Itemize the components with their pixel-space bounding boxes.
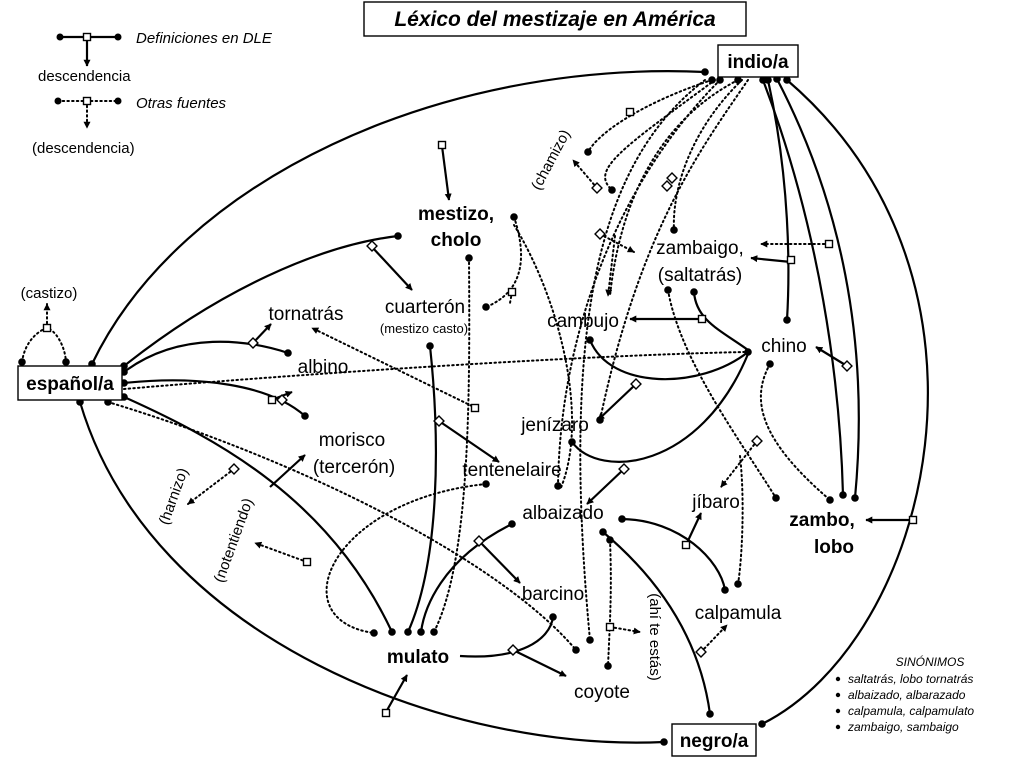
label-zambaigo: zambaigo, <box>656 238 744 259</box>
term-labels <box>21 127 855 703</box>
synonym-item: saltatrás, lobo tornatrás <box>848 672 974 686</box>
label-calpamula: calpamula <box>694 603 782 624</box>
label-barcino: barcino <box>521 584 585 605</box>
legend-solid-sample <box>57 34 122 67</box>
legend-dotted-label: Otras fuentes <box>136 95 227 112</box>
label-tentenelaire: tentenelaire <box>462 460 562 481</box>
arrow-to-morisco <box>270 455 305 487</box>
solid-links <box>80 71 928 742</box>
node-negro[interactable] <box>672 724 756 756</box>
dot-cambujo-zambo <box>668 290 776 498</box>
label-saltatras: (saltatrás) <box>657 265 743 286</box>
label-jenizaro: jenízaro <box>521 415 589 436</box>
arrow-to-mulato <box>386 675 407 712</box>
dot-indio-chamizo-a <box>588 80 712 152</box>
arrow-to-albaizado <box>587 469 624 504</box>
arrow-to-barcino <box>479 541 520 583</box>
link-jenizaro-chino <box>572 354 748 462</box>
dot-chino-zambo <box>761 364 830 500</box>
label-albaizado: albaizado <box>522 503 604 524</box>
arrow-to-jibaro <box>686 513 701 545</box>
label-jibaro: jíbaro <box>692 492 740 513</box>
link-indio-chino <box>768 80 788 320</box>
label-mestizo: mestizo, <box>417 204 495 225</box>
label-chamizo: (chamizo) <box>528 126 574 193</box>
label-indio: indio/a <box>727 52 789 73</box>
label-mulato: mulato <box>386 647 450 668</box>
legend-solid-descendant: descendencia <box>38 68 131 85</box>
dot-arrow-calpamula <box>701 625 727 652</box>
link-albaizado-calpamula <box>622 519 725 590</box>
label-terceron: (tercerón) <box>312 457 396 478</box>
label-albino: albino <box>297 357 349 378</box>
link-albaizado-mulato <box>421 524 512 632</box>
dot-arrow-jibaro <box>721 441 757 487</box>
dot-castizo-loop <box>22 328 66 362</box>
arrow-to-tentenelaire <box>439 421 499 462</box>
legend <box>32 30 273 157</box>
dot-to-calpamula <box>738 456 743 584</box>
label-mestizo-casto: (mestizo casto) <box>379 321 469 336</box>
dot-arrow-notentiendo <box>255 543 307 562</box>
dot-arrow-chamizo <box>573 160 597 188</box>
synonym-item: zambaigo, sambaigo <box>848 720 959 734</box>
link-cuarteron-mulato <box>408 346 436 632</box>
label-espanol: español/a <box>26 374 114 395</box>
dot-ahi-te-estas <box>608 540 611 666</box>
legend-dotted-descendant: (descendencia) <box>32 140 135 157</box>
arrow-to-jenizaro <box>598 384 636 420</box>
link-indio-negro <box>762 80 928 724</box>
label-cholo: cholo <box>430 230 482 251</box>
synonyms-heading: SINÓNIMOS <box>895 655 965 669</box>
label-zambo: zambo, <box>789 510 855 531</box>
dot-arrow-ahi <box>610 627 640 632</box>
label-harnizo: (harnizo) <box>155 465 192 528</box>
node-indio[interactable] <box>718 45 798 77</box>
label-coyote: coyote <box>574 682 630 703</box>
label-morisco: morisco <box>318 430 386 451</box>
link-barcino-mulato <box>460 617 553 657</box>
legend-solid-label: Definiciones en DLE <box>136 30 272 47</box>
label-cuarteron: cuarterón <box>384 297 466 318</box>
label-tornatras: tornatrás <box>268 304 344 325</box>
legend-dotted-sample <box>55 98 122 129</box>
label-chino: chino <box>761 336 807 357</box>
label-cambujo: cambujo <box>547 311 619 332</box>
synonym-item: calpamula, calpamulato <box>848 704 975 718</box>
dot-mestizo-down <box>514 225 572 490</box>
dot-arrow-zambaigo <box>600 234 634 252</box>
arrow-to-cuarteron <box>372 247 412 290</box>
arrow-to-mestizo <box>442 146 449 200</box>
label-lobo: lobo <box>813 537 855 558</box>
label-castizo: (castizo) <box>20 285 78 302</box>
link-indio-zambo <box>763 80 843 495</box>
label-negro: negro/a <box>679 731 749 752</box>
label-ahi-te-estas: (ahí te estás) <box>646 593 663 681</box>
diagram-title: Léxico del mestizaje en América <box>394 8 716 31</box>
node-espanol[interactable] <box>18 366 122 400</box>
dot-indio-coyote <box>580 80 705 640</box>
title-block <box>364 2 746 36</box>
dot-arrow-harnizo <box>188 469 234 504</box>
arrow-to-coyote <box>513 650 566 676</box>
synonym-item: albaizado, albarazado <box>848 688 966 702</box>
synonyms-block <box>836 654 975 734</box>
label-notentiendo: (notentiendo) <box>210 496 257 585</box>
arrow-to-zambaigo <box>751 258 791 262</box>
